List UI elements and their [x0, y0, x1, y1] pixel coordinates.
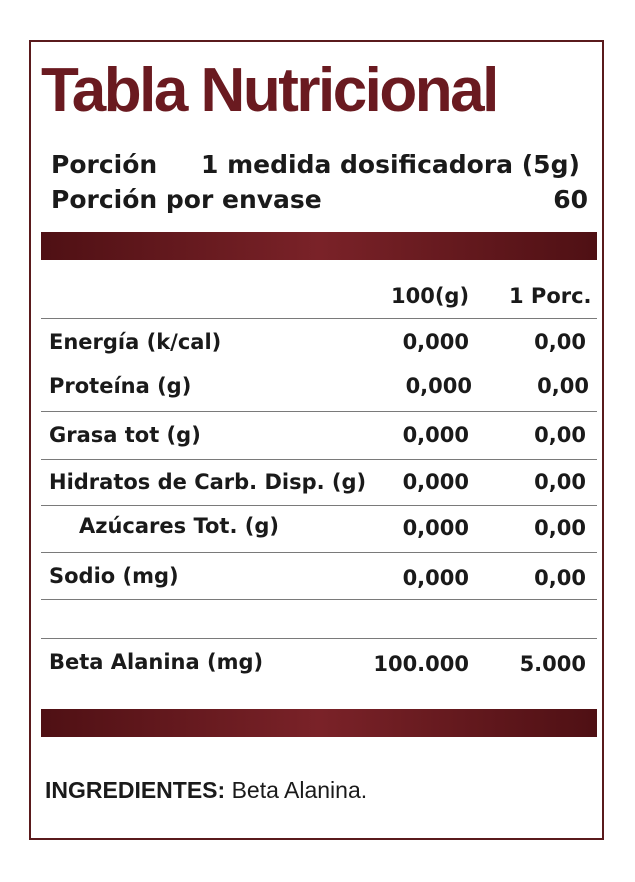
row-value-portion-energy: 0,00	[534, 330, 586, 354]
row-value-portion-carbs: 0,00	[534, 470, 586, 494]
label-title: Tabla Nutricional	[41, 56, 497, 125]
row-value-100g-protein: 0,000	[405, 374, 472, 398]
row-divider	[41, 599, 597, 600]
row-divider	[41, 411, 597, 412]
row-divider	[41, 318, 597, 319]
row-label-beta-alanine: Beta Alanina (mg)	[49, 650, 264, 674]
row-divider	[41, 505, 597, 506]
portion-value: 1 medida dosificadora (5g)	[201, 150, 580, 179]
column-header-100g: 100(g)	[391, 284, 470, 308]
top-divider-bar	[41, 232, 597, 260]
portion-label: Porción	[51, 150, 158, 179]
portions-per-container-label: Porción por envase	[51, 185, 322, 214]
ingredients-line	[45, 777, 367, 804]
column-header-portion: 1 Porc.	[509, 284, 592, 308]
ingredients-label: INGREDIENTES:	[45, 777, 226, 803]
row-value-portion-protein: 0,00	[537, 374, 589, 398]
bottom-divider-bar	[41, 709, 597, 737]
row-label-sugars: Azúcares Tot. (g)	[79, 514, 279, 538]
row-label-energy: Energía (k/cal)	[49, 330, 222, 354]
row-value-100g-sodium: 0,000	[402, 566, 469, 590]
nutrition-label	[29, 40, 604, 840]
ingredients-value: Beta Alanina.	[231, 777, 368, 803]
row-value-portion-sugars: 0,00	[534, 516, 586, 540]
row-value-portion-fat: 0,00	[534, 423, 586, 447]
row-label-fat: Grasa tot (g)	[49, 423, 201, 447]
row-divider	[41, 638, 597, 639]
row-label-carbs: Hidratos de Carb. Disp. (g)	[49, 470, 367, 494]
row-divider	[41, 459, 597, 460]
row-value-100g-beta-alanine: 100.000	[373, 652, 469, 676]
row-value-100g-energy: 0,000	[402, 330, 469, 354]
portions-per-container-value: 60	[553, 185, 588, 214]
row-value-portion-beta-alanine: 5.000	[519, 652, 586, 676]
row-value-100g-carbs: 0,000	[402, 470, 469, 494]
row-divider	[41, 552, 597, 553]
row-value-portion-sodium: 0,00	[534, 566, 586, 590]
row-value-100g-fat: 0,000	[402, 423, 469, 447]
row-label-protein: Proteína (g)	[49, 374, 192, 398]
row-label-sodium: Sodio (mg)	[49, 564, 179, 588]
row-value-100g-sugars: 0,000	[402, 516, 469, 540]
